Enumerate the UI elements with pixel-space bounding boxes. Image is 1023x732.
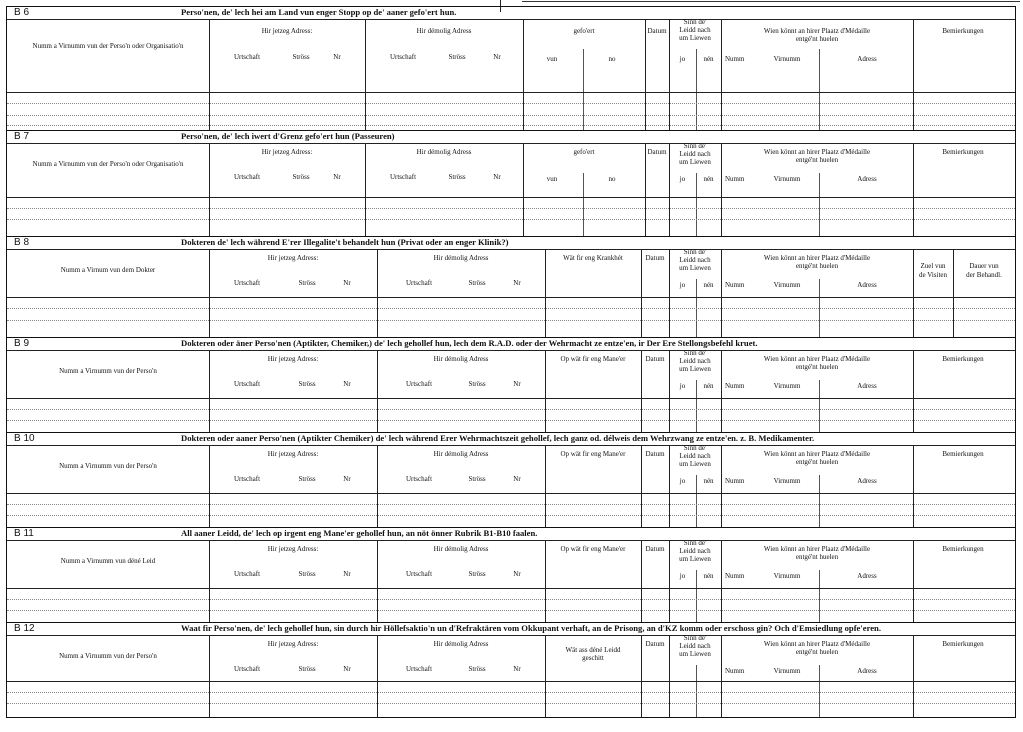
yes-label: jo	[679, 55, 686, 63]
column-divider	[645, 143, 646, 236]
row-divider	[7, 515, 1015, 516]
name-column-header: Numm a Virnumm vun der Perso'n oder Organisatio'n	[32, 42, 184, 50]
column-divider	[819, 49, 820, 130]
section-code: B 8	[14, 237, 30, 248]
nr-label: Nr	[513, 570, 521, 578]
medal-header-2: entgé'nt huelen	[795, 363, 839, 371]
row-divider	[7, 115, 1015, 116]
former-address-header: Hir démolig Adress	[416, 148, 472, 156]
section-table	[7, 635, 1015, 717]
nr-label: Nr	[513, 279, 521, 287]
column-divider	[819, 665, 820, 717]
medal-header-1: Wien könnt an hirer Plaatz d'Médaille	[763, 254, 871, 262]
medal-header-2: entgé'nt huelen	[795, 35, 839, 43]
suffered-header-1: Sinn de'	[683, 248, 707, 256]
surname-label: Numm	[725, 55, 745, 63]
visits-header-1: Zuel vun	[920, 262, 946, 270]
street-label: Ströss	[298, 380, 316, 388]
suffered-header-1: Sinn de'	[683, 142, 707, 150]
column-divider	[819, 380, 820, 432]
resistance-help-form	[6, 6, 1016, 718]
street-label: Ströss	[468, 380, 486, 388]
locality-label: Urtschaft	[405, 665, 433, 673]
column-divider	[365, 143, 366, 236]
locality-label: Urtschaft	[405, 570, 433, 578]
row-divider	[7, 420, 1015, 421]
section-title: Perso'nen, de' lech iwert d'Grenz gefo'ert hun (Passeuren)	[181, 131, 395, 141]
section-b10	[7, 433, 1015, 528]
street-label: Ströss	[448, 53, 466, 61]
suffered-header-1: Sinn de'	[683, 444, 707, 452]
former-address-header: Hir démolig Adress	[433, 640, 489, 648]
locality-label: Urtschaft	[233, 570, 261, 578]
date-header: Datum	[645, 545, 665, 553]
guided-header: gefo'ert	[573, 148, 595, 156]
from-label: vun	[546, 175, 558, 183]
present-address-header: Hir jetzeg Adress:	[267, 355, 319, 363]
address-label: Adress	[857, 281, 877, 289]
nr-label: Nr	[513, 475, 521, 483]
suffered-header-2: Leidd nach	[679, 642, 711, 650]
locality-label: Urtschaft	[233, 665, 261, 673]
medal-header-2: entgé'nt huelen	[795, 648, 839, 656]
to-label: no	[608, 55, 616, 63]
column-divider	[583, 173, 584, 236]
name-column-header: Numm a Virnumm vun der Perso'n	[59, 462, 157, 470]
street-label: Ströss	[468, 475, 486, 483]
yes-label: jo	[679, 382, 686, 390]
suffered-header-2: Leidd nach	[679, 150, 711, 158]
column-divider	[209, 143, 210, 236]
suffered-header-3: um Liewen	[679, 555, 711, 563]
firstname-label: Virnumm	[773, 175, 801, 183]
firstname-label: Virnumm	[773, 572, 801, 580]
column-divider	[523, 143, 524, 236]
medal-header-1: Wien könnt an hirer Plaatz d'Médaille	[763, 148, 871, 156]
row-divider	[7, 92, 1015, 93]
name-column-header: Numm a Virnumm vun der Perso'n oder Organisatio'n	[32, 160, 184, 168]
section-b9	[7, 338, 1015, 433]
section-table	[7, 445, 1015, 527]
row-divider	[7, 125, 1015, 126]
no-label: nén	[703, 572, 714, 580]
suffered-header-1: Sinn de'	[683, 349, 707, 357]
column-divider	[913, 143, 914, 236]
suffered-header-2: Leidd nach	[679, 26, 711, 34]
street-label: Ströss	[298, 279, 316, 287]
name-column-header: Numm a Virnum vun dem Dokter	[60, 266, 156, 274]
yes-label: jo	[679, 281, 686, 289]
surname-label: Numm	[725, 572, 745, 580]
locality-label: Urtschaft	[405, 279, 433, 287]
surname-label: Numm	[725, 281, 745, 289]
medal-header-2: entgé'nt huelen	[795, 156, 839, 164]
present-address-header: Hir jetzeg Adress:	[267, 640, 319, 648]
section-b8	[7, 237, 1015, 338]
locality-label: Urtschaft	[233, 380, 261, 388]
section-title: All aaner Leidd, de' lech op irgent eng Mane'er gehollef hun, an nöt önner Rubrik B1-B10 faalen.	[181, 528, 538, 538]
no-label: nén	[703, 175, 714, 183]
row-divider	[7, 197, 1015, 198]
medal-header-2: entgé'nt huelen	[795, 458, 839, 466]
address-label: Adress	[857, 175, 877, 183]
surname-label: Numm	[725, 667, 745, 675]
nr-label: Nr	[333, 173, 341, 181]
firstname-label: Virnumm	[773, 281, 801, 289]
section-b6	[7, 7, 1015, 131]
former-address-header: Hir démolig Adress	[433, 254, 489, 262]
nr-label: Nr	[493, 53, 501, 61]
present-address-header: Hir jetzeg Adress:	[267, 450, 319, 458]
nr-label: Nr	[343, 665, 351, 673]
to-label: no	[608, 175, 616, 183]
duration-header-1: Dauer vun	[969, 262, 999, 270]
row-divider	[7, 692, 1015, 693]
section-code: B 12	[14, 623, 35, 634]
what-happened-header-2: geschitt	[582, 654, 604, 662]
yes-label: jo	[679, 477, 686, 485]
guided-header: gefo'ert	[573, 27, 595, 35]
suffered-header-3: um Liewen	[679, 650, 711, 658]
section-code: B 11	[14, 528, 34, 539]
surname-label: Numm	[725, 175, 745, 183]
name-column-header: Numm a Virnumm vun der Perso'n	[59, 652, 157, 660]
suffered-header-3: um Liewen	[679, 264, 711, 272]
former-address-header: Hir démolig Adress	[433, 355, 489, 363]
no-label: nén	[703, 382, 714, 390]
column-divider	[523, 19, 524, 130]
column-divider	[645, 19, 646, 130]
row-divider	[7, 681, 1015, 682]
firstname-label: Virnumm	[773, 477, 801, 485]
column-divider	[209, 19, 210, 130]
nr-label: Nr	[513, 665, 521, 673]
remarks-header: Bemierkungen	[942, 450, 984, 458]
what-happened-header-1: Wät ass déné Leidd	[565, 646, 621, 654]
manner-header: Op wät fir eng Mane'er	[560, 450, 626, 458]
locality-label: Urtschaft	[233, 475, 261, 483]
section-b11	[7, 528, 1015, 623]
row-divider	[7, 703, 1015, 704]
row-divider	[7, 320, 1015, 321]
column-divider	[819, 570, 820, 622]
section-table	[7, 19, 1015, 130]
medal-header-1: Wien könnt an hirer Plaatz d'Médaille	[763, 545, 871, 553]
locality-label: Urtschaft	[233, 53, 261, 61]
nr-label: Nr	[333, 53, 341, 61]
street-label: Ströss	[298, 475, 316, 483]
suffered-header-3: um Liewen	[679, 460, 711, 468]
section-code: B 6	[14, 7, 30, 18]
former-address-header: Hir démolig Adress	[433, 450, 489, 458]
suffered-header-2: Leidd nach	[679, 357, 711, 365]
no-label: nén	[703, 281, 714, 289]
date-header: Datum	[645, 450, 665, 458]
former-address-header: Hir démolig Adress	[416, 27, 472, 35]
address-label: Adress	[857, 477, 877, 485]
medal-header-1: Wien könnt an hirer Plaatz d'Médaille	[763, 640, 871, 648]
date-header: Datum	[645, 254, 665, 262]
remarks-header: Bemierkungen	[942, 640, 984, 648]
manner-header: Op wät fir eng Mane'er	[560, 355, 626, 363]
suffered-header-3: um Liewen	[679, 158, 711, 166]
no-label: nén	[703, 477, 714, 485]
medal-header-2: entgé'nt huelen	[795, 262, 839, 270]
firstname-label: Virnumm	[773, 667, 801, 675]
firstname-label: Virnumm	[773, 382, 801, 390]
section-title: Dokteren oder äner Perso'nen (Aptikter, Chemiker,) de' lech gehollef hun, lech dem R.A.D. oder der Wehrmacht ze entze'en, ir Der Ere Stellongsbefehl kruet.	[181, 338, 758, 348]
column-divider	[819, 173, 820, 236]
address-label: Adress	[857, 382, 877, 390]
row-divider	[7, 297, 1015, 298]
section-title: Dokteren oder aaner Perso'nen (Aptikter Chemiker) de' lech während Erer Wehrmachtszeit gehollef, lech ganz od. délweis dem Wehrzwang ze entze'en. z. B. Medikamenter.	[181, 433, 815, 443]
locality-label: Urtschaft	[405, 380, 433, 388]
present-address-header: Hir jetzeg Adress:	[261, 27, 313, 35]
street-label: Ströss	[468, 279, 486, 287]
section-code: B 9	[14, 338, 30, 349]
nr-label: Nr	[343, 380, 351, 388]
present-address-header: Hir jetzeg Adress:	[267, 545, 319, 553]
row-divider	[7, 588, 1015, 589]
address-label: Adress	[857, 55, 877, 63]
nr-label: Nr	[343, 570, 351, 578]
street-label: Ströss	[298, 665, 316, 673]
name-column-header: Numm a Virnumm vun der Perso'n	[59, 367, 157, 375]
column-divider	[819, 475, 820, 527]
present-address-header: Hir jetzeg Adress:	[261, 148, 313, 156]
remarks-header: Bemierkungen	[942, 545, 984, 553]
section-title: Perso'nen, de' lech hei am Land vun enger Stopp op de' aaner gefo'ert hun.	[181, 7, 457, 17]
row-divider	[7, 219, 1015, 220]
column-divider	[913, 19, 914, 130]
row-divider	[7, 409, 1015, 410]
section-title: Waat fir Perso'nen, de' lech gehollef hun, sin durch hir Höllefsaktio'n un d'Refraktären vom Okkupant verhaft, an de Prisong, an d'KZ komm oder erschoss gin? Och d'Emsiedlung opfe'eren.	[181, 623, 881, 633]
row-divider	[7, 103, 1015, 104]
locality-label: Urtschaft	[233, 279, 261, 287]
row-divider	[7, 208, 1015, 209]
suffered-header-3: um Liewen	[679, 365, 711, 373]
section-table	[7, 540, 1015, 622]
nr-label: Nr	[343, 279, 351, 287]
suffered-header-2: Leidd nach	[679, 547, 711, 555]
duration-header-2: der Behandl.	[966, 271, 1002, 279]
illness-header: Wät fir eng Krankhét	[563, 254, 623, 262]
street-label: Ströss	[468, 665, 486, 673]
suffered-header-2: Leidd nach	[679, 256, 711, 264]
medal-header-1: Wien könnt an hirer Plaatz d'Médaille	[763, 355, 871, 363]
row-divider	[7, 610, 1015, 611]
suffered-header-1: Sinn de'	[683, 539, 707, 547]
date-header: Datum	[647, 148, 667, 156]
name-column-header: Numm a Virnumm vun déné Leid	[60, 557, 156, 565]
column-divider	[365, 19, 366, 130]
nr-label: Nr	[513, 380, 521, 388]
yes-label: jo	[679, 175, 686, 183]
medal-header-1: Wien könnt an hirer Plaatz d'Médaille	[763, 450, 871, 458]
date-header: Datum	[645, 640, 665, 648]
section-code: B 7	[14, 131, 30, 142]
visits-header-2: de Visiten	[918, 271, 948, 279]
street-label: Ströss	[468, 570, 486, 578]
locality-label: Urtschaft	[389, 173, 417, 181]
suffered-header-1: Sinn de'	[683, 634, 707, 642]
section-table	[7, 249, 1015, 337]
row-divider	[7, 504, 1015, 505]
locality-label: Urtschaft	[405, 475, 433, 483]
street-label: Ströss	[292, 53, 310, 61]
section-table	[7, 350, 1015, 432]
row-divider	[7, 398, 1015, 399]
from-label: vun	[546, 55, 558, 63]
column-divider	[696, 665, 697, 717]
top-edge-line	[522, 1, 1020, 2]
surname-label: Numm	[725, 382, 745, 390]
manner-header: Op wät fir eng Mane'er	[560, 545, 626, 553]
street-label: Ströss	[298, 570, 316, 578]
row-divider	[7, 493, 1015, 494]
nr-label: Nr	[343, 475, 351, 483]
suffered-header-1: Sinn de'	[683, 18, 707, 26]
medal-header-2: entgé'nt huelen	[795, 553, 839, 561]
section-b12	[7, 623, 1015, 717]
section-table	[7, 143, 1015, 236]
address-label: Adress	[857, 667, 877, 675]
no-label: nén	[703, 55, 714, 63]
remarks-header: Bemierkungen	[942, 27, 984, 35]
section-title: Dokteren de' lech während E'rer Illegalite't behandelt hun (Privat oder an enger Klinik?)	[181, 237, 509, 247]
street-label: Ströss	[292, 173, 310, 181]
date-header: Datum	[645, 355, 665, 363]
column-divider	[583, 49, 584, 130]
present-address-header: Hir jetzeg Adress:	[267, 254, 319, 262]
remarks-header: Bemierkungen	[942, 148, 984, 156]
suffered-header-2: Leidd nach	[679, 452, 711, 460]
former-address-header: Hir démolig Adress	[433, 545, 489, 553]
row-divider	[7, 308, 1015, 309]
locality-label: Urtschaft	[389, 53, 417, 61]
locality-label: Urtschaft	[233, 173, 261, 181]
suffered-header-3: um Liewen	[679, 34, 711, 42]
yes-label: jo	[679, 572, 686, 580]
medal-header-1: Wien könnt an hirer Plaatz d'Médaille	[763, 27, 871, 35]
date-header: Datum	[647, 27, 667, 35]
surname-label: Numm	[725, 477, 745, 485]
row-divider	[7, 599, 1015, 600]
street-label: Ströss	[448, 173, 466, 181]
firstname-label: Virnumm	[773, 55, 801, 63]
nr-label: Nr	[493, 173, 501, 181]
address-label: Adress	[857, 572, 877, 580]
remarks-header: Bemierkungen	[942, 355, 984, 363]
section-code: B 10	[14, 433, 35, 444]
section-b7	[7, 131, 1015, 237]
